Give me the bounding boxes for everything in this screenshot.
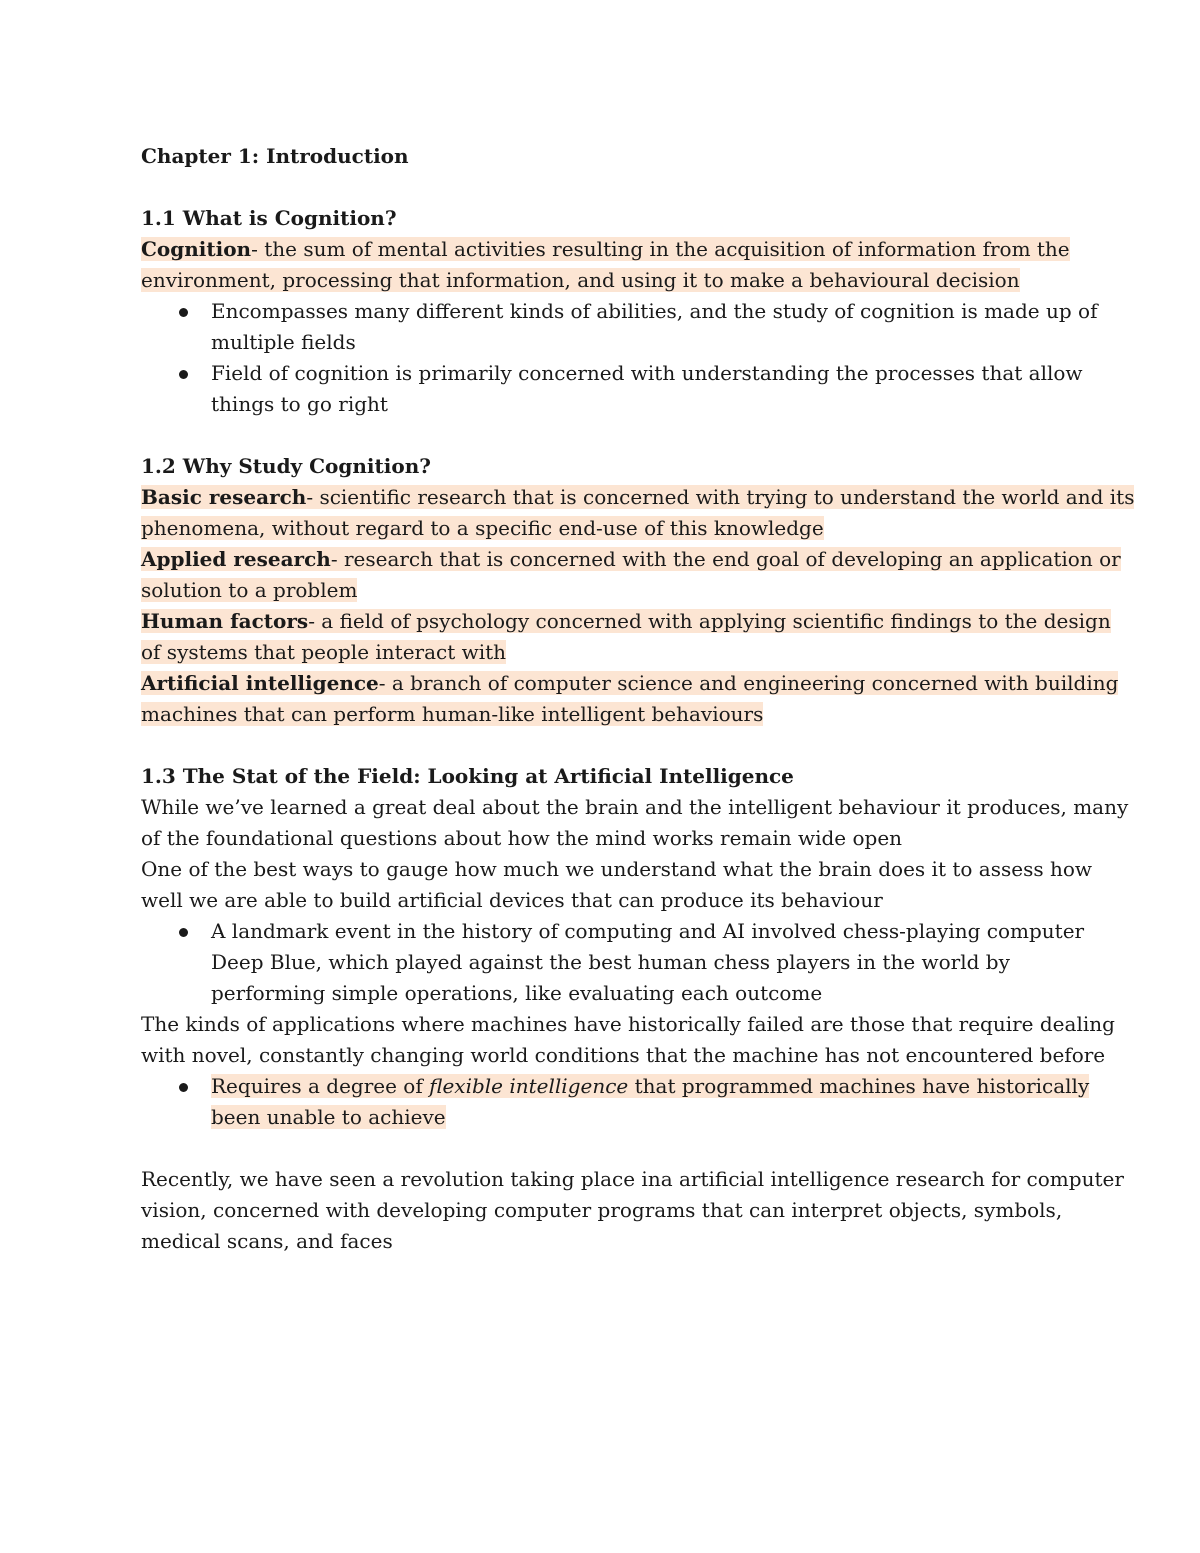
definition-applied-research-line-2 (141, 575, 1060, 606)
bullet-item: Field of cognition is primarily concerned with understanding the processes that allow (141, 358, 1060, 389)
definition-applied-research-line-1 (141, 544, 1121, 575)
paragraph-line: The kinds of applications where machines have historically failed are those that require dealing (141, 1012, 1115, 1036)
highlight: phenomena, without regard to a specific end-use of this knowledge (141, 516, 824, 540)
definition-text: - the sum of mental activities resulting in the acquisition of information from the (251, 237, 1070, 261)
definition-human-factors-line-2 (141, 637, 1060, 668)
definition-text: - a branch of computer science and engineering concerned with building (378, 671, 1119, 695)
highlight (141, 237, 1070, 261)
emphasis-flexible-intelligence: flexible intelligence (429, 1074, 629, 1098)
spacer (141, 172, 1060, 203)
term-applied-research: Applied research (141, 547, 331, 571)
paragraph-line: While we’ve learned a great deal about the brain and the intelligent behaviour it produces, many (141, 795, 1129, 819)
term-basic-research: Basic research (141, 485, 307, 509)
definition-basic-research-line-2 (141, 513, 1060, 544)
bullet-item: Encompasses many different kinds of abilities, and the study of cognition is made up of (141, 296, 1060, 327)
paragraph-line: well we are able to build artificial devices that can produce its behaviour (141, 888, 883, 912)
paragraph-line: One of the best ways to gauge how much we understand what the brain does it to assess how (141, 857, 1092, 881)
highlight (211, 1074, 1089, 1098)
highlight: machines that can perform human-like intelligent behaviours (141, 702, 764, 726)
spacer (141, 420, 1060, 451)
bullet-text: Requires a degree of (211, 1074, 430, 1098)
definition-ai-line-2 (141, 699, 1060, 730)
section-heading-1-2: 1.2 Why Study Cognition? (141, 454, 431, 478)
paragraph-line: medical scans, and faces (141, 1229, 393, 1253)
highlight (141, 671, 1118, 695)
definition-text: - research that is concerned with the end goal of developing an application or (330, 547, 1121, 571)
chapter-title: Chapter 1: Introduction (141, 144, 409, 168)
bullet-text: that programmed machines have historically (628, 1074, 1090, 1098)
highlight (141, 485, 1134, 509)
bullet-item: A landmark event in the history of computing and AI involved chess-playing computer (141, 916, 1060, 947)
highlight: been unable to achieve (211, 1105, 446, 1129)
bullet-continuation: things to go right (211, 392, 388, 416)
definition-text: - scientific research that is concerned with trying to understand the world and its (306, 485, 1135, 509)
definition-cognition-line-2 (141, 265, 1060, 296)
bullet-continuation: multiple fields (211, 330, 356, 354)
highlight (141, 547, 1121, 571)
spacer (141, 730, 1060, 761)
section-heading-1-1: 1.1 What is Cognition? (141, 206, 397, 230)
section-heading-1-3: 1.3 The Stat of the Field: Looking at Artificial Intelligence (141, 764, 794, 788)
bullet-continuation: Deep Blue, which played against the best human chess players in the world by (211, 950, 1010, 974)
bullet-continuation: performing simple operations, like evaluating each outcome (211, 981, 823, 1005)
paragraph-line: vision, concerned with developing computer programs that can interpret objects, symbols, (141, 1198, 1063, 1222)
definition-human-factors-line-1 (141, 606, 1111, 637)
term-artificial-intelligence: Artificial intelligence (141, 671, 379, 695)
paragraph-line: Recently, we have seen a revolution taking place ina artificial intelligence research for computer (141, 1167, 1124, 1191)
highlight: solution to a problem (141, 578, 358, 602)
term-human-factors: Human factors (141, 609, 309, 633)
bullet-continuation (141, 1102, 1060, 1133)
paragraph-line: of the foundational questions about how the mind works remain wide open (141, 826, 903, 850)
highlight: environment, processing that information, and using it to make a behavioural decision (141, 268, 1020, 292)
definition-cognition-line-1 (141, 234, 1070, 265)
bullet-item-highlighted (141, 1071, 1090, 1102)
definition-ai-line-1 (141, 668, 1119, 699)
highlight: of systems that people interact with (141, 640, 507, 664)
spacer (141, 1133, 1060, 1164)
term-cognition: Cognition (141, 237, 252, 261)
definition-text: - a field of psychology concerned with applying scientific findings to the design (308, 609, 1111, 633)
paragraph-line: with novel, constantly changing world conditions that the machine has not encountered before (141, 1043, 1106, 1067)
highlight (141, 609, 1111, 633)
definition-basic-research-line-1 (141, 482, 1135, 513)
